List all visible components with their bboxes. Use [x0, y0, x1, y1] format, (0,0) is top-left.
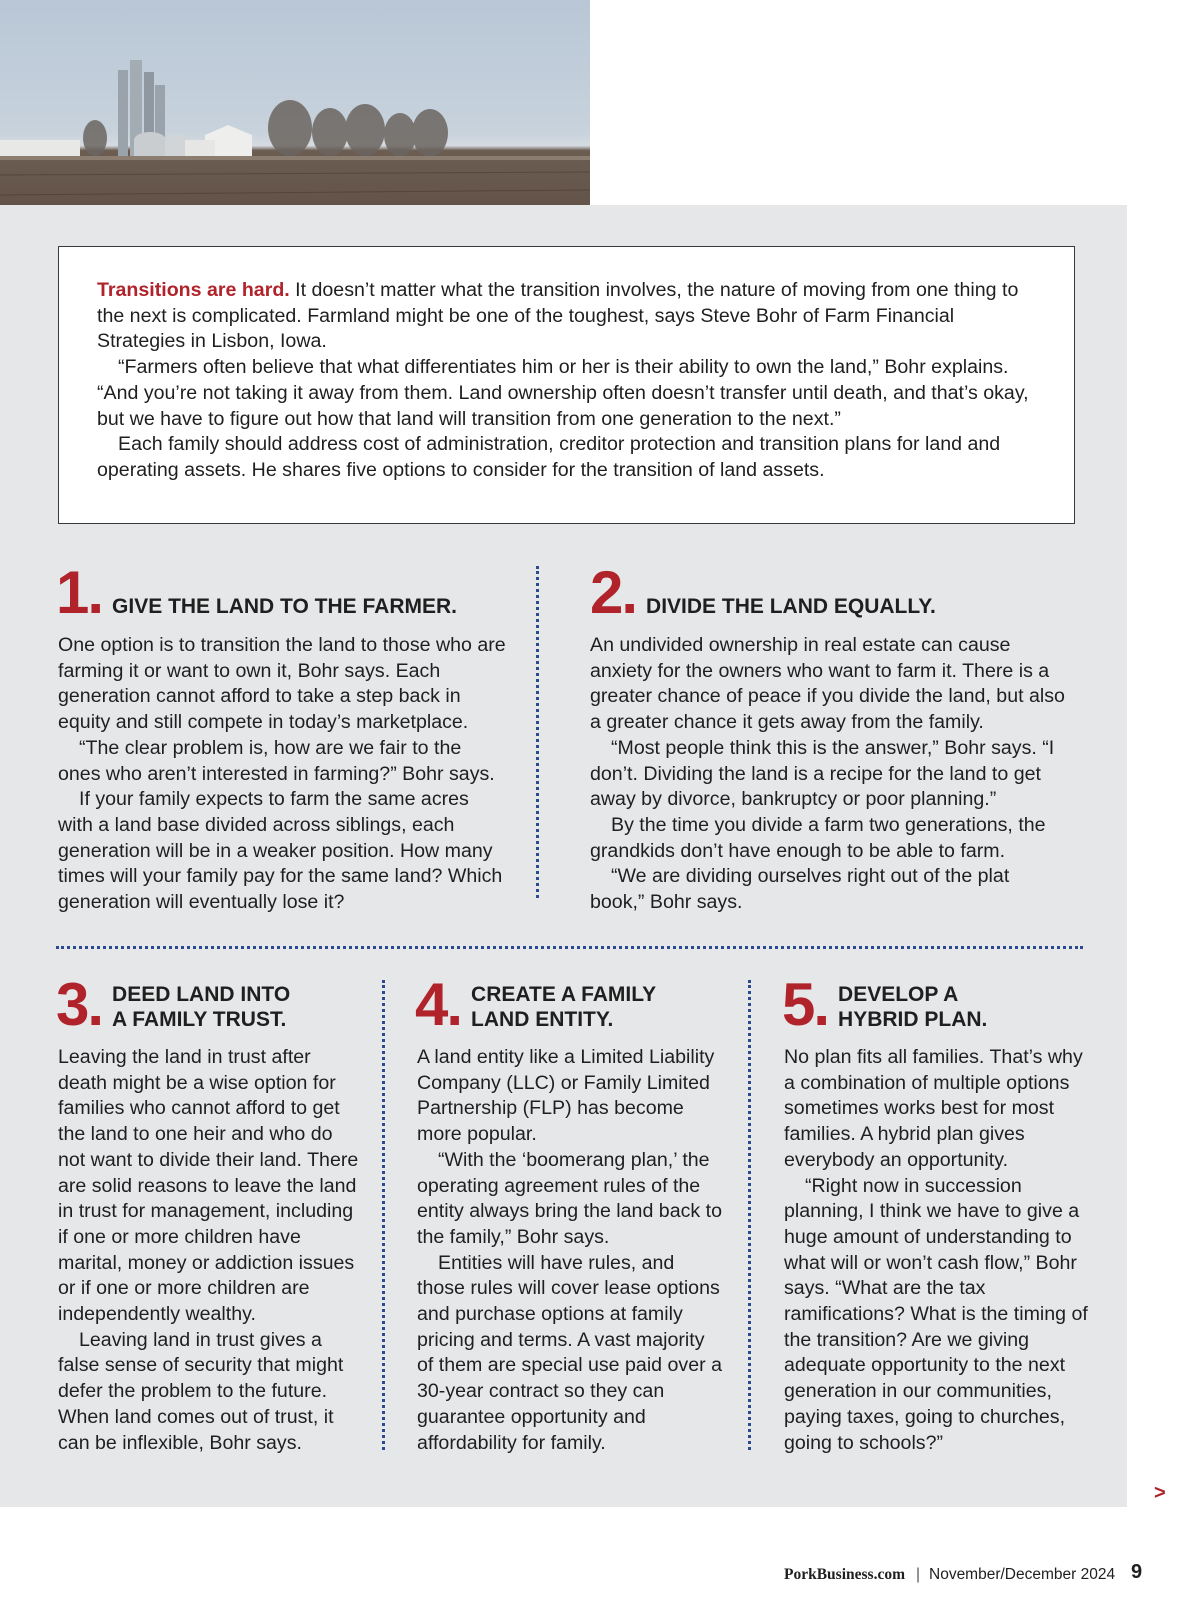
option-title: CREATE A FAMILY LAND ENTITY.	[471, 983, 657, 1031]
option-2-body	[590, 633, 1065, 916]
option-number: 3.	[56, 971, 103, 1038]
paragraph: “Most people think this is the answer,” Bohr says. “I don’t. Dividing the land is a recipe for the land to get away by divorce, bankruptcy or poor planning.”	[590, 736, 1055, 811]
paragraph: Entities will have rules, and those rules will cover lease options and purchase options at family pricing and terms. A vast majority of them are special use paid over a 30-year contract so they can guarantee opportunity and affordability for family.	[417, 1251, 722, 1454]
option-5-heading	[782, 971, 988, 1038]
column-divider	[748, 980, 751, 1450]
paragraph: A land entity like a Limited Liability Company (LLC) or Family Limited Partnership (FLP) has become more popular.	[417, 1046, 715, 1146]
intro-box	[58, 246, 1075, 524]
option-title: DEVELOP A HYBRID PLAN.	[838, 983, 988, 1031]
option-1-heading	[56, 559, 458, 626]
paragraph: Leaving land in trust gives a false sense of security that might defer the problem to the future. When land comes out of trust, it can be inflexible, Bohr says.	[58, 1328, 344, 1454]
footer-separator: |	[916, 1566, 921, 1583]
option-number: 2.	[590, 559, 637, 626]
option-4-heading	[415, 971, 657, 1038]
footer-site: PorkBusiness.com	[784, 1566, 905, 1583]
paragraph: “With the ‘boomerang plan,’ the operating agreement rules of the entity always bring the land back to the family,” Bohr says.	[417, 1148, 722, 1248]
paragraph: One option is to transition the land to those who are farming it or want to own it, Bohr says. Each generation cannot afford to take a step back in equity and still compete in today’s marketplace.	[58, 634, 506, 734]
option-1-body	[58, 633, 508, 916]
option-number: 4.	[415, 971, 462, 1038]
intro-text: It doesn’t matter what the transition involves, the nature of moving from one thing to the next is complicated. Farmland might be one of the toughest, says Steve Bohr of Farm Financial Strategies in Lisbon, Iowa.	[97, 279, 1019, 353]
intro-paragraph-1	[97, 278, 1038, 355]
next-page-arrow-icon[interactable]: >	[1154, 1482, 1166, 1504]
option-number: 5.	[782, 971, 829, 1038]
paragraph: By the time you divide a farm two generations, the grandkids don’t have enough to be able to farm.	[590, 813, 1046, 862]
paragraph: No plan fits all families. That’s why a combination of multiple options sometimes works best for most families. A hybrid plan gives everybody an opportunity.	[784, 1046, 1083, 1171]
option-title: GIVE THE LAND TO THE FARMER.	[112, 595, 458, 619]
option-title: DIVIDE THE LAND EQUALLY.	[646, 595, 936, 619]
option-4-body	[417, 1045, 722, 1456]
paragraph: “We are dividing ourselves right out of the plat book,” Bohr says.	[590, 865, 1010, 914]
paragraph: An undivided ownership in real estate can cause anxiety for the owners who want to farm it. There is a greater chance of peace if you divide the land, but also a greater chance it gets away from the family.	[590, 634, 1065, 734]
option-5-body	[784, 1045, 1089, 1456]
intro-paragraph-3: Each family should address cost of administration, creditor protection and transition plans for land and operating assets. He shares five options to consider for the transition of land assets.	[97, 433, 1001, 481]
column-divider	[536, 566, 539, 898]
option-number: 1.	[56, 559, 103, 626]
paragraph: If your family expects to farm the same acres with a land base divided across siblings, each generation will be in a weaker position. How many times will your family pay for the same land? Which generation will eventually lose it?	[58, 788, 503, 914]
option-title: DEED LAND INTO A FAMILY TRUST.	[112, 983, 291, 1031]
column-divider	[382, 980, 385, 1450]
row-divider	[56, 946, 1083, 949]
paragraph: “The clear problem is, how are we fair to the ones who aren’t interested in farming?” Bohr says.	[58, 736, 495, 785]
option-2-heading	[590, 559, 936, 626]
footer-issue: November/December 2024	[929, 1566, 1116, 1583]
intro-lead: Transitions are hard.	[97, 279, 290, 301]
paragraph: “Right now in succession planning, I think we have to give a huge amount of understanding to what will or won’t cash flow,” Bohr says. “What are the tax ramifications? What is the timing of the transition? Are we giving adequate opportunity to the next generation in our communities, paying taxes, going to churches, going to schools?”	[784, 1174, 1088, 1454]
page-number: 9	[1131, 1561, 1143, 1583]
option-3-heading	[56, 971, 291, 1038]
option-3-body	[58, 1045, 363, 1456]
intro-paragraph-2: “Farmers often believe that what differentiates him or her is their ability to own the land,” Bohr explains. “And you’re not taking it away from them. Land ownership often doesn’t transfer until death, and that’s okay, but we have to figure out how that land will transition from one generation to the next.”	[97, 356, 1029, 430]
paragraph: Leaving the land in trust after death might be a wise option for families who cannot afford to get the land to one heir and who do not want to divide their land. There are solid reasons to leave the land in trust for management, including if one or more children have marital, money or addiction issues or if one or more children are independently wealthy.	[58, 1046, 359, 1326]
